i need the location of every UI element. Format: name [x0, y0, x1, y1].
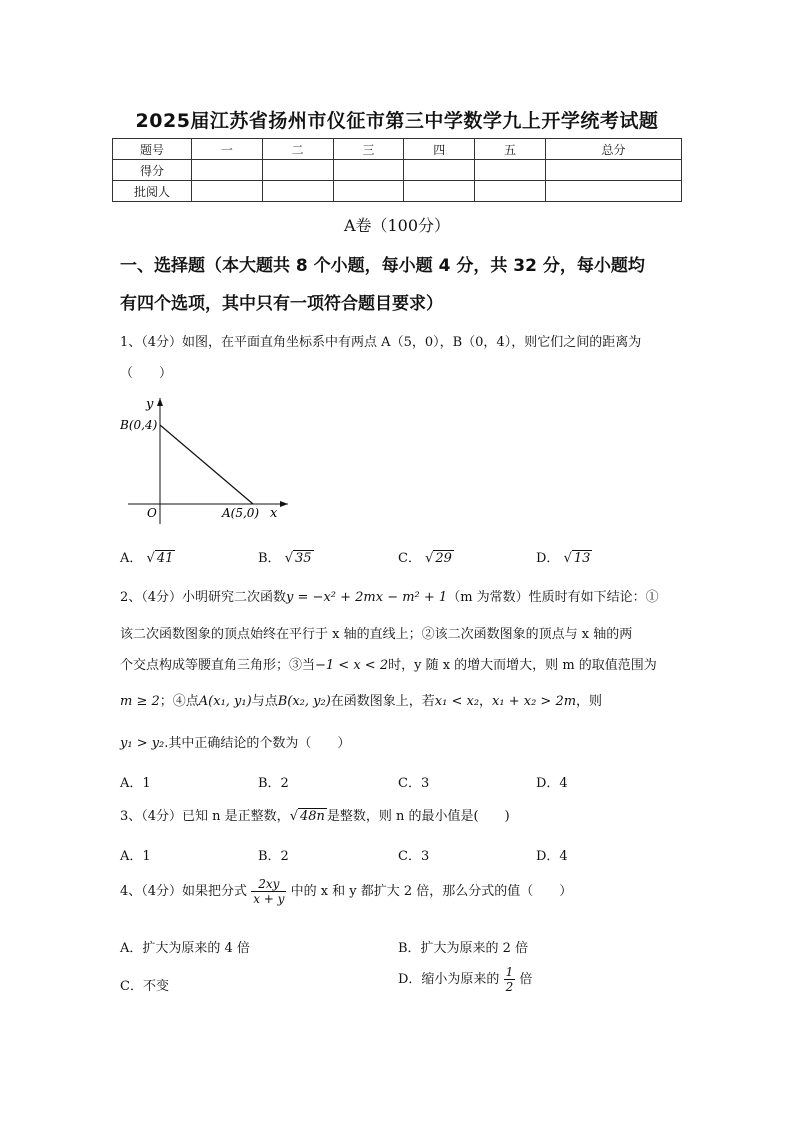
q3-text: 是整数，则 n 的最小值是( ) — [326, 809, 510, 824]
q1-stem: 1、（4分）如图，在平面直角坐标系中有两点 A（5，0），B（0，4），则它们之间的距离为 — [120, 335, 642, 350]
q2-text: 2、（4分）小明研究二次函数 — [120, 590, 287, 605]
q2-conclusion: y₁ > y₂ — [120, 736, 165, 751]
q2-text: 与点 — [251, 694, 278, 709]
sqrt-expression: √ 35 — [284, 551, 312, 566]
table-cell — [545, 160, 681, 181]
q2-point-b: B(x₂, y₂) — [277, 694, 331, 709]
part1-heading-line1: 一、选择题（本大题共 8 个小题，每小题 4 分，共 32 分，每小题均 — [120, 256, 645, 276]
q2-option-a: A．1 — [120, 776, 151, 791]
q2-line3 — [120, 656, 680, 676]
q3-text: 3、（4分）已知 n 是正整数， — [120, 809, 290, 824]
table-cell — [192, 160, 263, 181]
q2-condition: x₁ + x₂ > 2m — [492, 694, 577, 709]
x-axis-arrow — [280, 501, 288, 507]
q2-inequality: −1 < x < 2 — [315, 658, 389, 673]
score-table-row — [113, 160, 682, 181]
fraction-numerator: 1 — [505, 965, 514, 979]
radicand: 13 — [573, 551, 591, 566]
option-letter: D． — [536, 551, 560, 566]
q1-paren: （ ） — [120, 366, 173, 381]
q2-condition: x₁ < x₂ — [434, 694, 480, 709]
table-cell: 四 — [404, 139, 475, 160]
table-cell: 批阅人 — [113, 181, 192, 202]
q1-option-c — [398, 547, 454, 566]
table-cell — [262, 181, 333, 202]
table-cell: 一 — [192, 139, 263, 160]
q3-stem — [120, 807, 680, 827]
table-cell — [475, 160, 546, 181]
table-cell: 得分 — [113, 160, 192, 181]
part1-heading-line2: 有四个选项，其中只有一项符合题目要求） — [120, 294, 443, 314]
q1-option-a — [120, 547, 175, 566]
q2-formula: y = −x² + 2mx − m² + 1 — [286, 590, 448, 605]
table-cell: 题号 — [113, 139, 192, 160]
q4-option-b: B．扩大为原来的 2 倍 — [398, 941, 529, 956]
q2-condition: m ≥ 2 — [120, 694, 160, 709]
radicand: 29 — [435, 551, 452, 566]
origin-label: O — [147, 506, 157, 520]
table-cell — [404, 181, 475, 202]
table-cell — [545, 181, 681, 202]
page-title: 2025届江苏省扬州市仪征市第三中学数学九上开学统考试题 — [135, 110, 659, 132]
fraction-numerator: 2xy — [251, 877, 286, 892]
table-cell — [475, 181, 546, 202]
q4-option-d — [398, 965, 532, 994]
q4-stem — [120, 877, 680, 906]
q2-line4 — [120, 692, 680, 712]
q4-text: 4、（4分）如果把分式 — [120, 884, 248, 899]
sqrt-expression: √ 13 — [563, 551, 591, 566]
q4-text: 倍 — [519, 972, 533, 987]
q2-text: ， — [479, 694, 493, 709]
q2-text: 个交点构成等腰直角三角形；③当 — [120, 658, 316, 673]
q1-option-d — [536, 547, 592, 566]
option-letter: C． — [398, 551, 421, 566]
q3-option-d: D．4 — [536, 849, 568, 864]
table-cell — [333, 160, 404, 181]
fraction-denominator: 2 — [505, 980, 514, 994]
q2-text: 时，y 随 x 的增大而增大，则 m 的取值范围为 — [388, 658, 657, 673]
q2-point-a: A(x₁, y₁) — [198, 694, 252, 709]
table-cell — [404, 160, 475, 181]
q4-option-c: C．不变 — [120, 979, 169, 994]
q2-line1 — [120, 588, 680, 608]
q4-text: D．缩小为原来的 — [398, 972, 500, 987]
sqrt-expression: √ 29 — [425, 551, 452, 566]
radicand: 41 — [156, 551, 174, 566]
q4-text: 中的 x 和 y 都扩大 2 倍，那么分式的值（ ） — [290, 884, 573, 899]
q2-text: ；④点 — [159, 694, 199, 709]
q2-option-d: D．4 — [536, 776, 568, 791]
score-table — [112, 138, 682, 202]
table-cell — [333, 181, 404, 202]
q4-fraction — [251, 877, 286, 906]
segment-ab — [160, 425, 253, 504]
table-cell: 二 — [262, 139, 333, 160]
option-letter: A． — [120, 551, 143, 566]
q2-text: 在函数图象上，若 — [330, 694, 435, 709]
y-axis-label: y — [146, 397, 154, 412]
q2-text: .其中正确结论的个数为（ ） — [164, 736, 351, 751]
q1-option-b — [258, 547, 314, 566]
score-table-header-row — [113, 139, 682, 160]
radicand: 48n — [299, 809, 325, 824]
q2-line5 — [120, 734, 680, 754]
q2-text: （m 为常数）性质时有如下结论：① — [447, 590, 659, 605]
point-a-label: A(5,0) — [222, 506, 260, 520]
table-cell: 总分 — [545, 139, 681, 160]
q2-option-b: B．2 — [258, 776, 289, 791]
q2-text: ，则 — [576, 694, 603, 709]
sqrt-expression: √ 48n — [289, 809, 325, 824]
fraction-denominator: x + y — [253, 892, 285, 906]
table-cell — [262, 160, 333, 181]
section-a-title: A卷（100分） — [343, 216, 451, 235]
q4-option-d-fraction — [504, 965, 516, 994]
radicand: 35 — [295, 551, 312, 566]
score-table-row — [113, 181, 682, 202]
y-axis-arrow — [157, 398, 163, 406]
q3-option-a: A．1 — [120, 849, 151, 864]
q1-coordinate-figure — [120, 392, 295, 532]
option-letter: B． — [258, 551, 281, 566]
x-axis-label: x — [270, 506, 278, 521]
table-cell: 五 — [475, 139, 546, 160]
q2-option-c: C．3 — [398, 776, 430, 791]
point-b-label: B(0,4) — [120, 418, 158, 432]
table-cell — [192, 181, 263, 202]
q3-option-b: B．2 — [258, 849, 289, 864]
q2-line2: 该二次函数图象的顶点始终在平行于 x 轴的直线上；②该二次函数图象的顶点与 x 轴的两 — [120, 627, 633, 642]
table-cell: 三 — [333, 139, 404, 160]
q4-option-a: A．扩大为原来的 4 倍 — [120, 941, 250, 956]
sqrt-expression: √ 41 — [146, 551, 174, 566]
q3-option-c: C．3 — [398, 849, 430, 864]
